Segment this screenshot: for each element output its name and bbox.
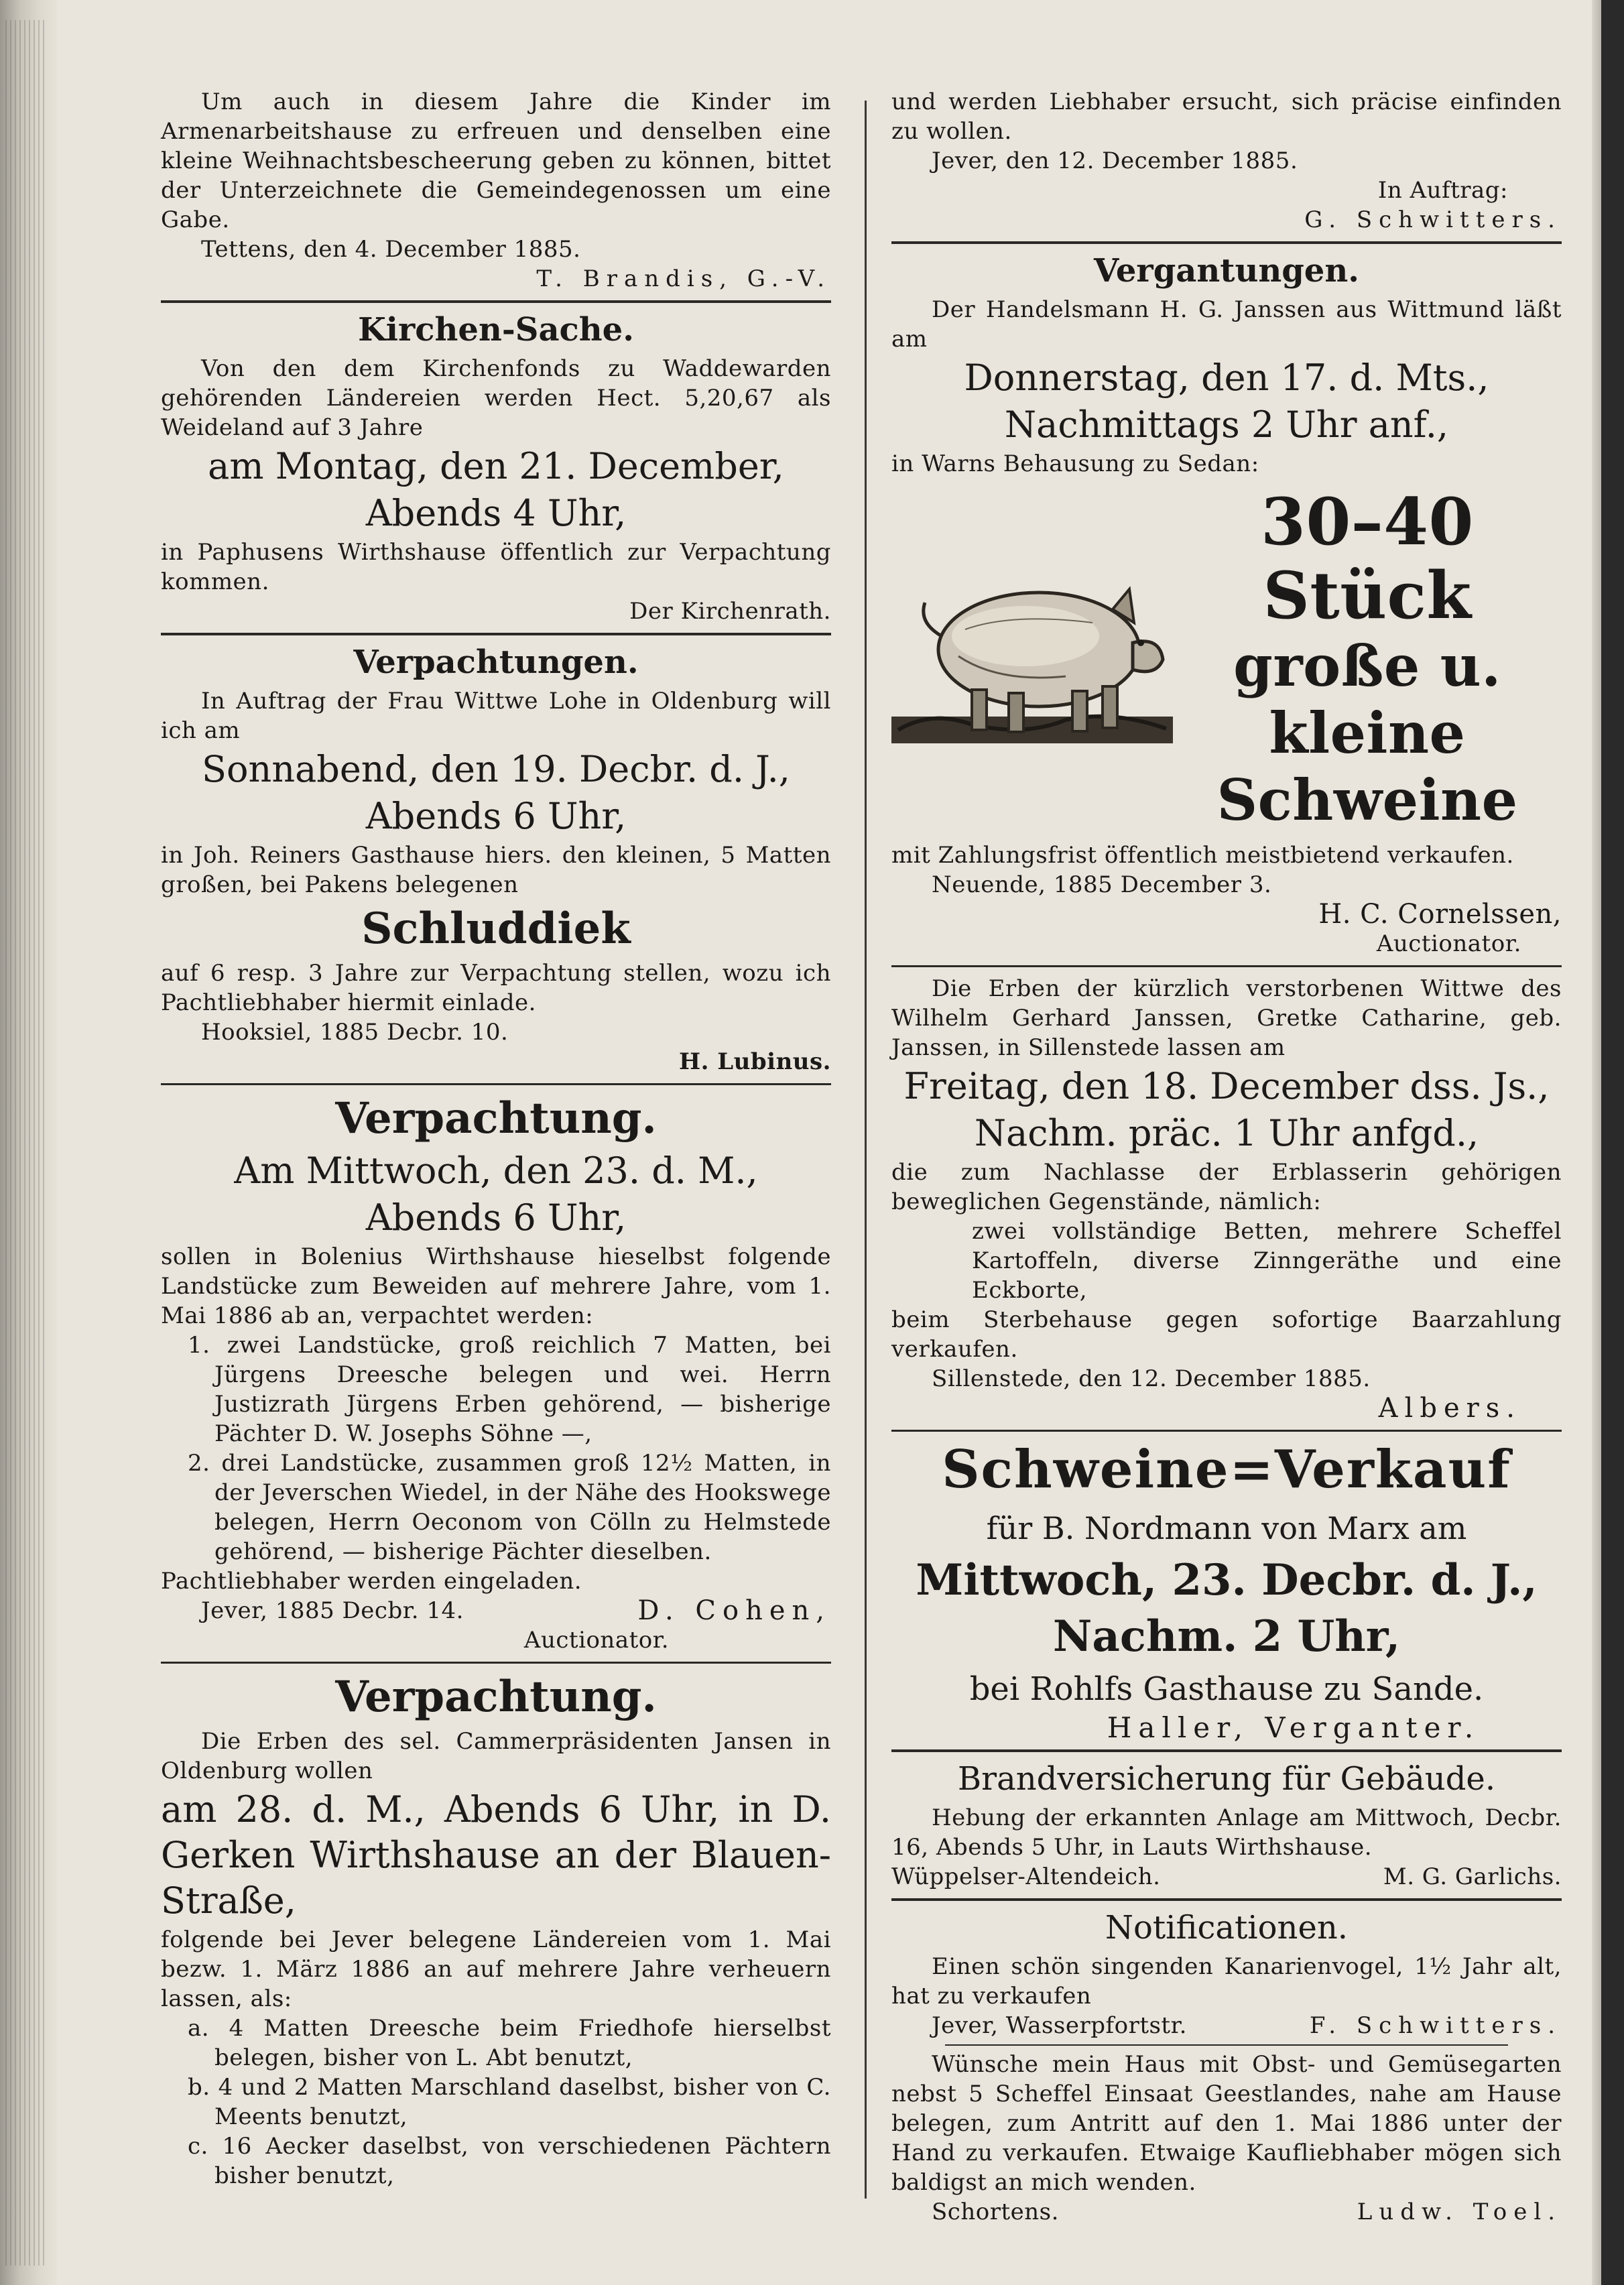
ad-date: Freitag, den 18. December dss. Js.,: [903, 1065, 1550, 1107]
rule: [891, 241, 1562, 244]
ad-title: Verpachtung.: [335, 1672, 657, 1722]
ad-text: sollen in Bolenius Wirthshause hieselbst folgende Landstücke zum Beweiden auf mehrere Jahre, vom 1. Mai 1886 ab an, verpachtet werden:: [161, 1243, 831, 1329]
column-divider: [865, 101, 867, 2199]
left-column: [161, 87, 831, 2190]
ad-signature: D. Cohen,: [637, 1595, 831, 1626]
offer-item: Schweine: [1216, 767, 1518, 833]
rule: [891, 1749, 1562, 1752]
ad-text: Die Erben der kürzlich verstorbenen Wittwe des Wilhelm Gerhard Janssen, Gretke Catharine, geb. Janssen, in Sillenstede lassen am: [891, 975, 1562, 1061]
ad-text: beim Sterbehause gegen sofortige Baarzahlung verkaufen.: [891, 1306, 1562, 1363]
rule: [891, 1430, 1562, 1432]
ad-text: In Auftrag der Frau Wittwe Lohe in Oldenburg will ich am: [161, 688, 831, 744]
ad-footer: [891, 2011, 1562, 2040]
ad-notificationen: [891, 1908, 1562, 2227]
ad-signature: F. Schwitters.: [1309, 2012, 1562, 2039]
ad-title: Schweine=Verkauf: [942, 1439, 1511, 1500]
ad-title: Vergantungen.: [1094, 252, 1359, 290]
ad-date: Am Mittwoch, den 23. d. M.,: [234, 1150, 758, 1192]
ad-text: Die Erben des sel. Cammerpräsidenten Jansen in Oldenburg wollen: [161, 1728, 831, 1784]
ad-signature: M. G. Garlichs.: [1383, 1863, 1562, 1890]
ad-date: Mittwoch, 23. Decbr. d. J.,: [916, 1555, 1538, 1605]
ad-list-item: a. 4 Matten Dreesche beim Friedhofe hierselbst belegen, bisher von L. Abt benutzt,: [188, 2015, 831, 2071]
ad-date: am Montag, den 21. December,: [208, 445, 784, 487]
ad-place: Wüppelser-Altendeich.: [891, 1863, 1161, 1890]
ad-text: folgende bei Jever belegene Ländereien vom 1. Mai bezw. 1. März 1886 an auf mehrere Jahre verheuern lassen, als:: [161, 1926, 831, 2012]
ad-text: in Joh. Reiners Gasthause hiers. den kleinen, 5 Matten großen, bei Pakens belegenen: [161, 842, 831, 898]
ad-text: in Paphusens Wirthshause öffentlich zur Verpachtung kommen.: [161, 539, 831, 595]
ad-time: Nachm. präc. 1 Uhr anfgd.,: [974, 1112, 1479, 1154]
ad-signature: Ludw. Toel.: [1357, 2199, 1562, 2225]
ad-verpachtung-bolenius: [161, 1092, 831, 1655]
offer-description: große u. kleine: [1233, 633, 1501, 766]
binding-lines: [5, 20, 46, 2266]
ad-list-item: 2. drei Landstücke, zusammen groß 12½ Matten, in der Jeverschen Wiedel, in der Nähe des Hookswege belegen, Herrn Oeconom von Cölln zu Helmstede gehörend, — bisherige Pächter dieselben.: [188, 1450, 831, 1565]
ad-footer: [891, 1862, 1562, 1892]
ad-time: Nachm. 2 Uhr,: [1052, 1611, 1401, 1662]
ad-items: zwei vollständige Betten, mehrere Scheffel Kartoffeln, diverse Zinngeräthe und eine Eckborte,: [972, 1218, 1562, 1304]
ad-time: Abends 6 Uhr,: [365, 795, 627, 837]
ad-place-date: Sillenstede, den 12. December 1885.: [932, 1365, 1371, 1392]
ad-text: Hebung der erkannten Anlage am Mittwoch, Decbr. 16, Abends 5 Uhr, in Lauts Wirthshause.: [891, 1804, 1562, 1861]
ad-footer: [891, 2197, 1562, 2227]
ad-text: Von den dem Kirchenfonds zu Waddewarden gehörenden Ländereien werden Hect. 5,20,67 als Weideland auf 3 Jahre: [161, 355, 831, 441]
ad-place-date: Jever, 1885 Decbr. 14.: [201, 1597, 464, 1624]
ad-signature: H. Lubinus.: [678, 1048, 831, 1075]
ad-armenarbeitshaus: [161, 87, 831, 294]
pig-offer-text: [1173, 485, 1562, 834]
rule: [161, 1662, 831, 1664]
ad-text: und werden Liebhaber ersucht, sich präcise einfinden zu wollen.: [891, 88, 1562, 145]
ad-title: Notificationen.: [1105, 1909, 1349, 1947]
offer-quantity: 30–40 Stück: [1261, 484, 1474, 633]
ad-title: Kirchen-Sache.: [358, 311, 634, 349]
rule: [891, 965, 1562, 967]
page-edge: [1592, 0, 1601, 2285]
ad-vergantungen: [891, 251, 1562, 959]
ad-signature: T. Brandis, G.-V.: [536, 265, 831, 292]
rule: [945, 2044, 1508, 2046]
rule: [161, 1083, 831, 1085]
ad-place-date: Jever, den 12. December 1885.: [932, 147, 1298, 174]
ad-text: Der Handelsmann H. G. Janssen aus Wittmund läßt am: [891, 296, 1562, 353]
pig-illustration: [891, 549, 1173, 770]
ad-text: Einen schön singenden Kanarienvogel, 1½ Jahr alt, hat zu verkaufen: [891, 1953, 1562, 2010]
ad-nachlass-janssen: [891, 974, 1562, 1423]
ad-text: Pachtliebhaber werden eingeladen.: [161, 1568, 582, 1595]
ad-schweine-verkauf: [891, 1438, 1562, 1743]
rule: [161, 300, 831, 303]
scan-border: [1601, 0, 1624, 2285]
ad-text: auf 6 resp. 3 Jahre zur Verpachtung stellen, wozu ich Pachtliebhaber hiermit einlade.: [161, 960, 831, 1016]
ad-footer: [161, 1596, 831, 1625]
pig-offer: [891, 485, 1562, 834]
ad-list-item: c. 16 Aecker daselbst, von verschiedenen Pächtern bisher benutzt,: [188, 2133, 831, 2189]
ad-time: Abends 4 Uhr,: [365, 492, 627, 534]
ad-signature: Der Kirchenrath.: [629, 598, 831, 625]
ad-title: Verpachtung.: [335, 1093, 657, 1144]
ad-signature: Haller, Verganter.: [1107, 1711, 1481, 1744]
ad-date: Donnerstag, den 17. d. Mts.,: [964, 357, 1489, 399]
ad-on-behalf: In Auftrag:: [1377, 177, 1508, 204]
ad-place-date: Hooksiel, 1885 Decbr. 10.: [201, 1019, 509, 1046]
ad-place: Schortens.: [932, 2199, 1059, 2225]
ad-time: Abends 6 Uhr,: [365, 1196, 627, 1239]
ad-signature: G. Schwitters.: [1304, 206, 1562, 233]
ad-text: mit Zahlungsfrist öffentlich meistbietend verkaufen.: [891, 842, 1514, 869]
ad-date: Sonnabend, den 19. Decbr. d. J.,: [202, 748, 790, 790]
ad-list-item: b. 4 und 2 Matten Marschland daselbst, bisher von C. Meents benutzt,: [188, 2074, 831, 2130]
rule: [161, 633, 831, 635]
ad-list-item: 1. zwei Landstücke, groß reichlich 7 Matten, bei Jürgens Dreesche belegen und wei. Herrn Justizrath Jürgens Erben gehörend, — bisherige Pächter D. W. Josephs Söhne —,: [188, 1332, 831, 1447]
ad-text: Um auch in diesem Jahre die Kinder im Armenarbeitshause zu erfreuen und denselben eine kleine Weihnachtsbescheerung geben zu können, bittet der Unterzeichnete die Gemeindegenossen um eine Gabe.: [161, 88, 831, 233]
rule: [891, 1898, 1562, 1901]
page-binding: [0, 0, 57, 2285]
ad-signature: H. C. Cornelssen,: [1318, 899, 1562, 930]
ad-text: für B. Nordmann von Marx am: [986, 1510, 1467, 1546]
ad-text: Wünsche mein Haus mit Obst- und Gemüsegarten nebst 5 Scheffel Einsaat Geestlandes, nahe am Hause belegen, zum Antritt auf den 1. Mai 1886 unter der Hand zu verkaufen. Etwaige Kaufliebhaber mögen sich baldigst an mich wenden.: [891, 2051, 1562, 2196]
ad-text: bei Rohlfs Gasthause zu Sande.: [969, 1670, 1484, 1708]
ad-kirchen-sache: [161, 310, 831, 626]
ad-role: Auctionator.: [1376, 930, 1521, 957]
right-column: [891, 87, 1562, 2227]
ad-brandversicherung: [891, 1759, 1562, 1892]
ad-place-name: Schluddiek: [361, 904, 631, 954]
ad-continuation: [891, 87, 1562, 235]
ad-place-date: Tettens, den 4. December 1885.: [201, 236, 581, 263]
ad-verpachtung-jansen: [161, 1670, 831, 2190]
ad-place: Jever, Wasserpfortstr.: [932, 2012, 1187, 2039]
ad-time: Nachmittags 2 Uhr anf.,: [1004, 404, 1449, 446]
ad-place-date: Neuende, 1885 December 3.: [932, 871, 1272, 898]
ad-verpachtungen: [161, 642, 831, 1076]
ad-text: in Warns Behausung zu Sedan:: [891, 450, 1259, 477]
ad-date: am 28. d. M., Abends 6 Uhr, in D. Gerken Wirthshause an der Blauen-Straße,: [161, 1788, 831, 1922]
ad-title: Brandversicherung für Gebäude.: [957, 1760, 1496, 1798]
ad-role: Auctionator.: [523, 1627, 670, 1654]
ad-text: die zum Nachlasse der Erblasserin gehörigen beweglichen Gegenstände, nämlich:: [891, 1159, 1562, 1215]
ad-signature: Albers.: [1378, 1393, 1521, 1424]
ad-title: Verpachtungen.: [353, 643, 639, 681]
